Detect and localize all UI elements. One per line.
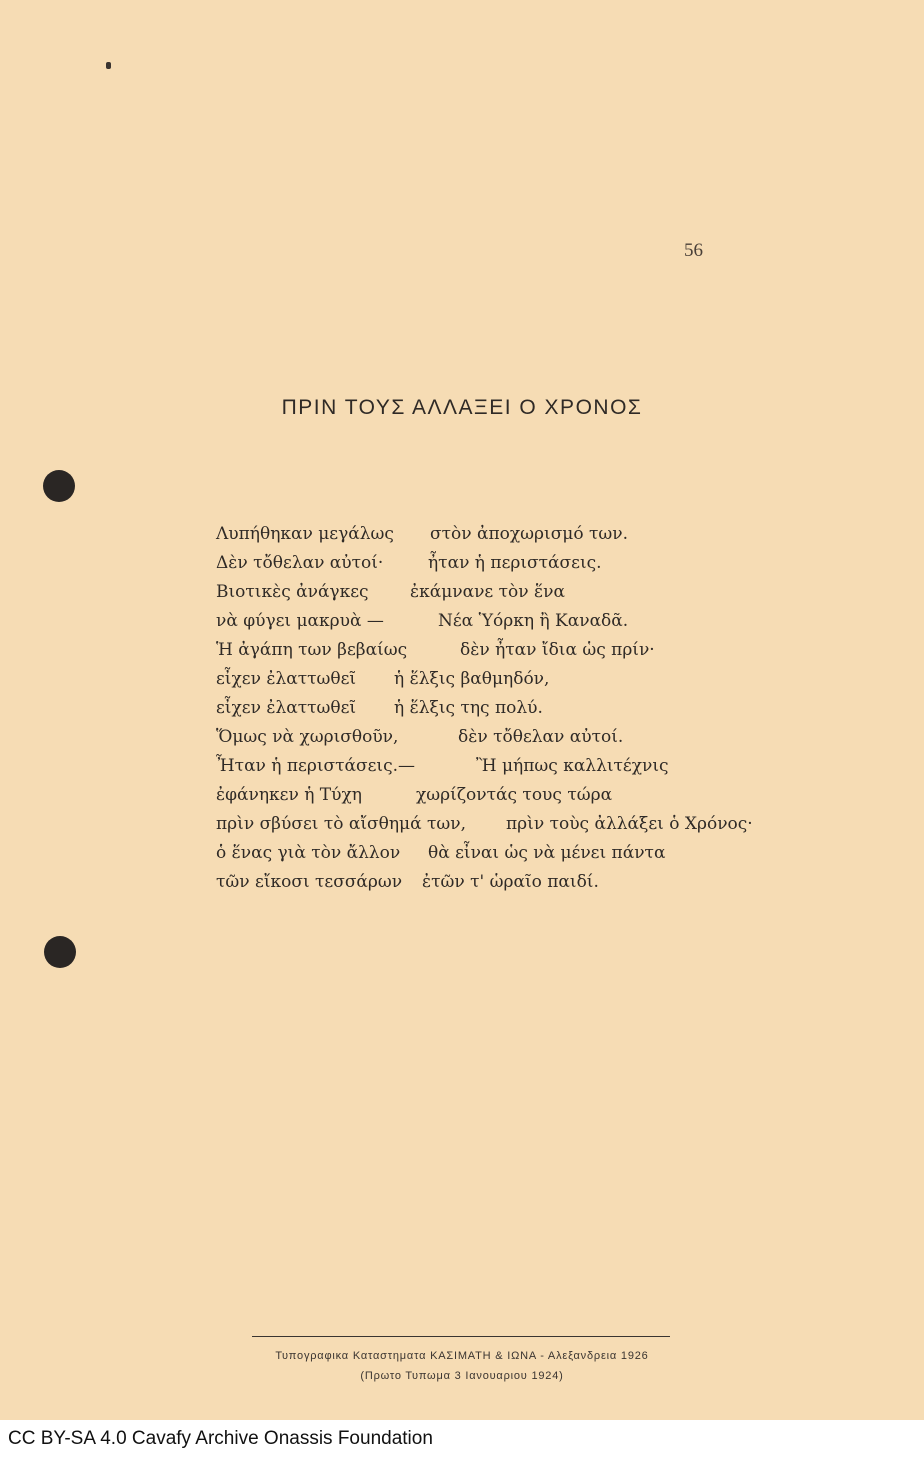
verse-second-half: χωρίζοντάς τους τώρα (416, 785, 613, 805)
verse-first-half: Βιοτικὲς ἀνάγκες (216, 582, 369, 602)
verse-line (216, 781, 776, 810)
punch-hole (43, 470, 75, 502)
license-credit: CC BY-SA 4.0 Cavafy Archive Onassis Foundation (8, 1428, 433, 1449)
verse-first-half: εἶχεν ἐλαττωθεῖ (216, 698, 357, 718)
verse-line (216, 607, 776, 636)
first-printing-note: (Πρωτο Τυπωμα 3 Ιανουαριου 1924) (360, 1370, 564, 1382)
verse-second-half: ἦταν ἡ περιστάσεις. (428, 553, 602, 573)
verse-first-half: ὁ ἕνας γιὰ τὸν ἄλλον (216, 843, 401, 863)
poem-title (0, 396, 924, 420)
page-number: 56 (684, 240, 703, 261)
verse-line (216, 723, 776, 752)
verse-second-half: Ἢ μήπως καλλιτέχνις (476, 756, 669, 776)
verse-first-half: νὰ φύγει μακρυὰ — (216, 611, 384, 631)
verse-first-half: Ὅμως νὰ χωρισθοῦν, (216, 727, 399, 747)
verse-first-half: Ἡ ἀγάπη των βεβαίως (216, 640, 408, 660)
verse-line (216, 839, 776, 868)
verse-first-half: Ἦταν ἡ περιστάσεις.— (216, 756, 416, 776)
verse-second-half: στὸν ἀποχωρισμό των. (430, 524, 628, 544)
verse-second-half: πρὶν τοὺς ἀλλάξει ὁ Χρόνος· (506, 814, 753, 834)
verse-line (216, 549, 776, 578)
poem-body (216, 520, 776, 897)
verse-line (216, 665, 776, 694)
verse-line (216, 636, 776, 665)
verse-first-half: πρὶν σβύσει τὸ αἴσθημά των, (216, 814, 466, 834)
verse-second-half: Νέα Ὑόρκη ἢ Καναδᾶ. (438, 611, 629, 631)
verse-second-half: θὰ εἶναι ὡς νὰ μένει πάντα (428, 843, 666, 863)
verse-line (216, 520, 776, 549)
verse-line (216, 694, 776, 723)
verse-first-half: εἶχεν ἐλαττωθεῖ (216, 669, 357, 689)
verse-first-half: τῶν εἴκοσι τεσσάρων (216, 872, 403, 892)
poem-title-text: ΠΡΙΝ ΤΟΥΣ ΑΛΛΑΞΕΙ Ο ΧΡΟΝΟΣ (281, 396, 643, 419)
verse-second-half: δὲν ἦταν ἴδια ὡς πρίν· (460, 640, 655, 660)
verse-second-half: ἐκάμνανε τὸν ἕνα (410, 582, 565, 602)
verse-second-half: ἐτῶν τ' ὡραῖο παιδί. (422, 872, 599, 892)
verse-first-half: Λυπήθηκαν μεγάλως (216, 524, 394, 544)
verse-second-half: ἡ ἕλξις βαθμηδόν, (394, 669, 550, 689)
verse-second-half: ἡ ἕλξις της πολύ. (394, 698, 543, 718)
ink-speck (106, 62, 111, 69)
verse-line (216, 752, 776, 781)
footer-rule (252, 1336, 670, 1337)
punch-hole (44, 936, 76, 968)
verse-second-half: δὲν τὄθελαν αὐτοί. (458, 727, 624, 747)
printer-imprint: Τυπογραφικα Καταστηματα ΚΑΣΙΜΑΤΗ & ΙΩΝΑ - Αλεξανδρεια 1926 (275, 1350, 649, 1362)
verse-line (216, 578, 776, 607)
verse-line (216, 868, 776, 897)
verse-first-half: Δὲν τὄθελαν αὐτοί· (216, 553, 384, 573)
verse-line (216, 810, 776, 839)
verse-first-half: ἐφάνηκεν ἡ Τύχη (216, 785, 362, 805)
